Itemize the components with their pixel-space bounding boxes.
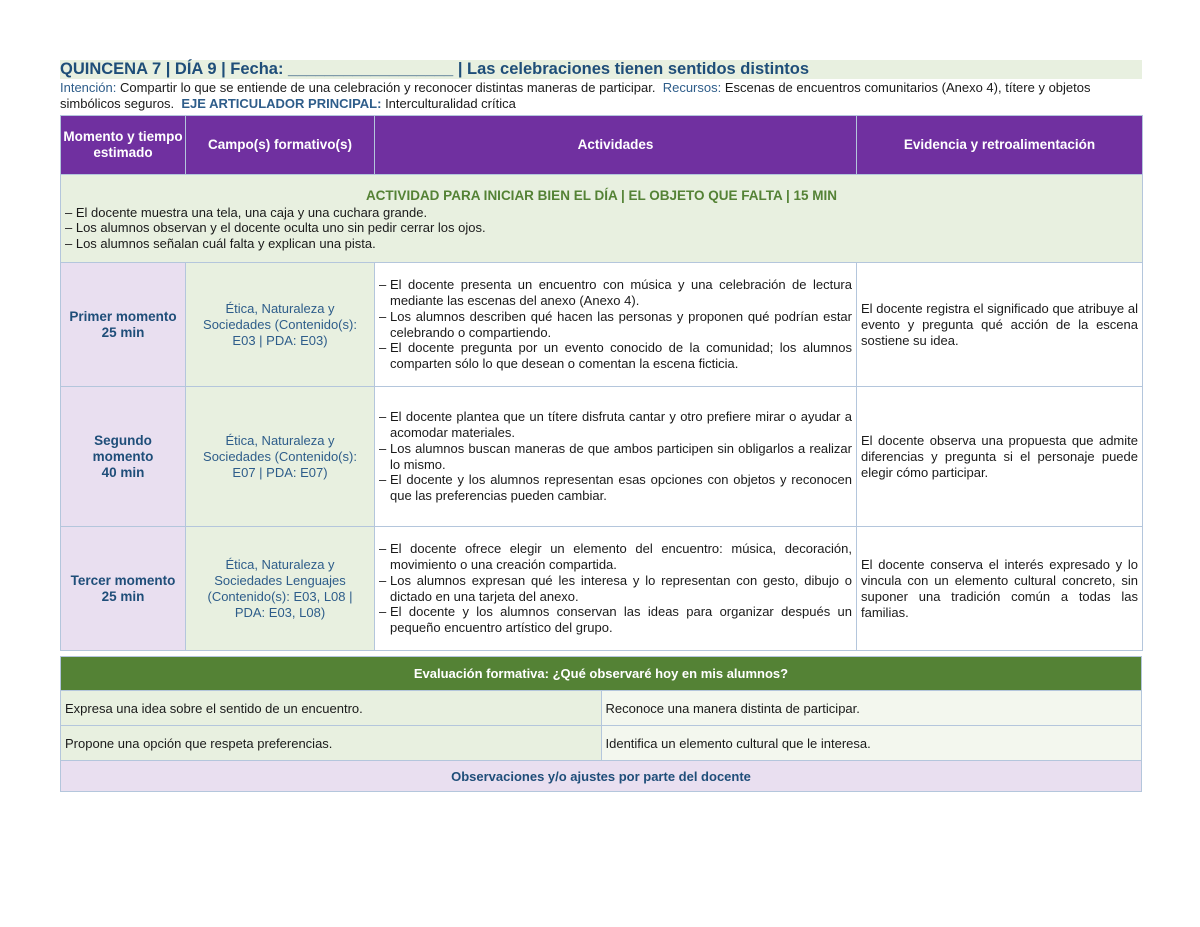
moment-cell <box>61 263 186 387</box>
evaluation-item: Identifica un elemento cultural que le interesa. <box>601 726 1142 761</box>
campo-cell: Ética, Naturaleza y Sociedades (Contenido(s): E07 | PDA: E07) <box>186 387 375 527</box>
moment-cell <box>61 527 186 651</box>
start-activity-title: ACTIVIDAD PARA INICIAR BIEN EL DÍA | EL OBJETO QUE FALTA | 15 MIN <box>365 188 838 203</box>
page-title <box>60 60 1142 79</box>
eje-text: Interculturalidad crítica <box>381 95 516 111</box>
activity-item: – Los alumnos describen qué hacen las personas y proponen qué podrían estar celebrando o compartiendo. <box>379 309 852 341</box>
intencion-text: Compartir lo que se entiende de una celebración y reconocer distintas maneras de participar. <box>116 80 656 95</box>
evaluation-item: Propone una opción que respeta preferencias. <box>61 726 602 761</box>
moment-time: 40 min <box>101 464 145 480</box>
intent-block <box>60 80 1142 111</box>
moment-row <box>61 263 1143 387</box>
moment-label: Primer momento <box>69 308 177 324</box>
col-header-activities: Actividades <box>375 116 857 175</box>
moment-time: 25 min <box>101 324 145 340</box>
activity-item: – Los alumnos expresan qué les interesa y lo representan con gesto, dibujo o dictado en una tarjeta del anexo. <box>379 573 852 605</box>
activities-cell <box>375 387 857 527</box>
eje-label: EJE ARTICULADOR PRINCIPAL: <box>181 95 382 111</box>
activity-item: – Los alumnos buscan maneras de que ambos participen sin obligarlos a realizar lo mismo. <box>379 441 852 473</box>
evidence-cell: El docente registra el significado que atribuye al evento y pregunta qué acción de la escena sostiene su idea. <box>857 263 1143 387</box>
moment-cell <box>61 387 186 527</box>
page-title-text: QUINCENA 7 | DÍA 9 | Fecha: __________________ | Las celebraciones tienen sentidos distintos <box>60 60 810 78</box>
observations-heading: Observaciones y/o ajustes por parte del docente <box>61 761 1142 792</box>
campo-cell: Ética, Naturaleza y Sociedades Lenguajes (Contenido(s): E03, L08 | PDA: E03, L08) <box>186 527 375 651</box>
moment-row <box>61 387 1143 527</box>
moment-label: Tercer momento <box>70 572 176 588</box>
activity-item: – El docente ofrece elegir un elemento del encuentro: música, decoración, movimiento o una creación compartida. <box>379 541 852 573</box>
activities-cell <box>375 263 857 387</box>
recursos-text: Escenas de encuentros comunitarios (Anexo 4), títere y objetos simbólicos seguros. <box>60 80 1091 111</box>
activity-item: – El docente y los alumnos representan esas opciones con objetos y reconocen que las preferencias pueden cambiar. <box>379 472 852 504</box>
evaluation-table <box>60 656 1142 792</box>
evaluation-item: Reconoce una manera distinta de participar. <box>601 691 1142 726</box>
activities-table <box>60 115 1143 651</box>
moment-label: Segundo momento <box>92 432 154 464</box>
lesson-plan-page <box>60 60 1142 792</box>
evidence-cell: El docente conserva el interés expresado y lo vincula con un elemento cultural concreto, sin suponer una tradición común a todas las familias. <box>857 527 1143 651</box>
start-line: – El docente muestra una tela, una caja y una cuchara grande. <box>65 204 428 220</box>
campo-cell: Ética, Naturaleza y Sociedades (Contenido(s): E03 | PDA: E03) <box>186 263 375 387</box>
moment-time: 25 min <box>101 588 145 604</box>
evaluation-item: Expresa una idea sobre el sentido de un encuentro. <box>61 691 602 726</box>
activities-cell <box>375 527 857 651</box>
evidence-cell: El docente observa una propuesta que admite diferencias y pregunta si el personaje puede elegir cómo participar. <box>857 387 1143 527</box>
col-header-campo: Campo(s) formativo(s) <box>186 116 375 175</box>
activity-item: – El docente y los alumnos conservan las ideas para organizar después un pequeño encuentro artístico del grupo. <box>379 604 852 636</box>
evaluation-heading: Evaluación formativa: ¿Qué observaré hoy en mis alumnos? <box>61 657 1142 691</box>
activity-item: – El docente pregunta por un evento conocido de la comunidad; los alumnos comparten sólo lo que desean o comentan la escena ficticia. <box>379 340 852 372</box>
table-header-row <box>61 116 1143 175</box>
col-header-evidence: Evidencia y retroalimentación <box>857 116 1143 175</box>
activity-item: – El docente presenta un encuentro con música y una celebración de lectura mediante las escenas del anexo (Anexo 4). <box>379 277 852 309</box>
col-header-moment: Momento y tiempo estimado <box>61 116 186 175</box>
start-line: – Los alumnos observan y el docente oculta uno sin pedir cerrar los ojos. <box>65 220 486 235</box>
start-activity-row <box>61 175 1143 263</box>
moment-row <box>61 527 1143 651</box>
start-line: – Los alumnos señalan cuál falta y explican una pista. <box>65 235 376 251</box>
recursos-label: Recursos: <box>662 80 722 95</box>
activity-item: – El docente plantea que un títere disfruta cantar y otro prefiere mirar o ayudar a acomodar materiales. <box>379 409 852 441</box>
intencion-label: Intención: <box>60 80 117 95</box>
